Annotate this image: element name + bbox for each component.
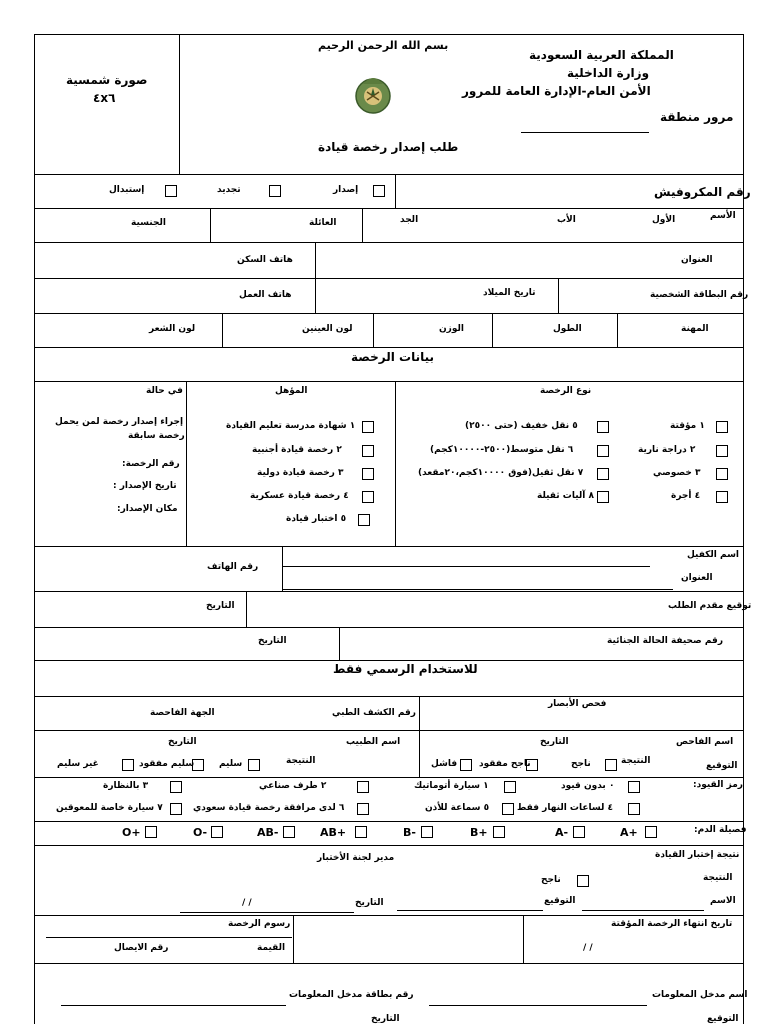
divider: [492, 313, 493, 347]
birth-date-label: تاريخ الميلاد: [483, 288, 536, 298]
kingdom-name: المملكة العربية السعودية: [529, 48, 674, 62]
committee-head-label: مدير لجنة الأختبار: [317, 853, 395, 863]
divider: [558, 278, 559, 313]
blood-type-checkbox[interactable]: [283, 826, 295, 838]
qualification-label: ٢ رخصة قيادة أجنبية: [252, 445, 342, 455]
divider: [362, 208, 363, 242]
pass-label: ناجح: [571, 759, 591, 769]
unhealthy-label: غير سليم: [57, 759, 99, 769]
divider: [34, 915, 744, 916]
examiner-name-label: اسم الفاحص: [676, 737, 734, 747]
applicant-date-label: التاريخ: [206, 601, 235, 611]
license-type-checkbox[interactable]: [597, 421, 609, 433]
divider: [34, 208, 744, 209]
form-title: طلب إصدار رخصة قيادة: [318, 140, 459, 154]
blood-type-checkbox[interactable]: [211, 826, 223, 838]
driving-date-label: التاريخ: [355, 898, 384, 908]
height-label: الطول: [553, 324, 582, 334]
data-entry-name-label: اسم مدخل المعلومات: [652, 990, 748, 1000]
examiner-signature-label: التوقيع: [706, 761, 738, 771]
divider: [34, 546, 744, 547]
restriction-checkbox[interactable]: [504, 781, 516, 793]
divider: [34, 242, 744, 243]
qualification-checkbox[interactable]: [362, 445, 374, 457]
hair-color-label: لون الشعر: [149, 324, 196, 334]
blood-type-text: B+: [470, 826, 488, 839]
restriction-label: ٣ بالنظارة: [103, 781, 149, 791]
divider: [395, 381, 396, 546]
restriction-label: ٦ لدى مرافقة رخصة قيادة سعودي: [193, 803, 345, 813]
license-type-header: نوع الرخصة: [540, 386, 592, 396]
restriction-label: ٠ بدون قيود: [561, 781, 615, 791]
data-entry-date-label: التاريخ: [371, 1014, 400, 1024]
father-name-label: الأب: [557, 215, 576, 225]
license-type-checkbox[interactable]: [716, 468, 728, 480]
replace-checkbox[interactable]: [165, 185, 177, 197]
divider: [34, 777, 744, 778]
divider: [34, 660, 744, 661]
fees-line: [46, 937, 292, 938]
license-type-checkbox[interactable]: [597, 445, 609, 457]
exam-authority-label: الجهة الفاحصة: [150, 708, 215, 718]
sponsor-address-label: العنوان: [681, 573, 713, 583]
divider: [315, 242, 316, 278]
license-type-label: ٣ خصوصي: [653, 468, 701, 478]
divider: [617, 313, 618, 347]
license-type-label: ٨ آليات ثقيلة: [537, 491, 594, 501]
divider: [419, 730, 420, 777]
issue-label: إصدار: [333, 185, 359, 195]
license-type-checkbox[interactable]: [716, 491, 728, 503]
first-name-label: الأول: [652, 215, 676, 225]
emblem-icon: [353, 70, 393, 116]
region-line[interactable]: [521, 132, 649, 133]
data-entry-card-label: رقم بطاقة مدخل المعلومات: [289, 990, 414, 1000]
fail-checkbox[interactable]: [460, 759, 472, 771]
divider: [34, 845, 744, 846]
qualification-label: ١ شهادة مدرسة تعليم القيادة: [226, 421, 356, 431]
temp-expiry-label: تاريخ انتهاء الرخصة المؤقتة: [611, 919, 733, 929]
pass-lost-label: ناجح مفقود: [479, 759, 531, 769]
blood-type-checkbox[interactable]: [145, 826, 157, 838]
qualification-label: ٣ رخصة قيادة دولية: [257, 468, 344, 478]
region-label: مرور منطقة: [660, 110, 734, 124]
photo-label: صورة شمسية: [66, 73, 148, 87]
restriction-checkbox[interactable]: [170, 781, 182, 793]
qualification-header: المؤهل: [275, 386, 308, 396]
divider: [179, 34, 180, 174]
eye-exam-label: فحص الأبصار: [548, 699, 607, 709]
form-frame: [34, 34, 744, 1024]
driving-name-line[interactable]: [582, 910, 704, 911]
medical-number-label: رقم الكشف الطبي: [332, 708, 416, 718]
data-entry-name-line[interactable]: [429, 1005, 647, 1006]
weight-label: الوزن: [439, 324, 464, 334]
driving-result-label: النتيجة: [703, 873, 733, 883]
driving-test-label: نتيجة إختبار القيادة: [655, 850, 740, 860]
restriction-label: ٥ سماعة للأذن: [425, 803, 490, 813]
license-type-label: ٢ دراجة نارية: [638, 445, 696, 455]
name-label: الأسم: [710, 211, 736, 221]
divider: [34, 696, 744, 697]
grandfather-name-label: الجد: [400, 215, 419, 225]
sponsor-address-line[interactable]: [283, 589, 673, 590]
blood-type-text: O+: [122, 826, 141, 839]
doctor-date-label: التاريخ: [168, 737, 197, 747]
occupation-label: المهنة: [681, 324, 709, 334]
license-type-checkbox[interactable]: [597, 468, 609, 480]
divider: [34, 730, 744, 731]
divider: [246, 591, 247, 627]
driving-signature-line[interactable]: [397, 910, 543, 911]
license-type-label: ٧ نقل ثقيل(فوق ١٠٠٠٠كجم،٢٠مقعد): [418, 468, 584, 478]
medical-result-label: النتيجة: [286, 756, 316, 766]
ministry-name: وزارة الداخلية: [567, 66, 650, 80]
divider: [282, 546, 283, 591]
temp-expiry-slashes: / /: [583, 943, 593, 953]
divider: [523, 915, 524, 963]
driving-pass-label: ناجح: [541, 875, 561, 885]
qualification-checkbox[interactable]: [362, 491, 374, 503]
license-type-label: ٤ أجرة: [671, 491, 701, 501]
directorate-name: الأمن العام-الإدارة العامة للمرور: [462, 84, 651, 98]
exam-date-label: التاريخ: [540, 737, 569, 747]
criminal-date-label: التاريخ: [258, 636, 287, 646]
divider: [339, 627, 340, 660]
case-issue-date: تاريخ الإصدار :: [113, 481, 177, 491]
photo-size: ٤x٦: [93, 91, 116, 105]
divider: [210, 208, 211, 242]
driving-date-slashes: / /: [242, 898, 252, 908]
divider: [34, 821, 744, 822]
criminal-record-label: رقم صحيفة الحالة الجنائية: [607, 636, 724, 646]
qualification-checkbox[interactable]: [358, 514, 370, 526]
license-type-checkbox[interactable]: [716, 445, 728, 457]
id-number-label: رقم البطاقة الشخصية: [650, 290, 749, 300]
restriction-checkbox[interactable]: [357, 781, 369, 793]
official-use-title: للاستخدام الرسمي فقط: [333, 662, 478, 676]
driving-pass-checkbox[interactable]: [577, 875, 589, 887]
driving-signature-label: التوقيع: [544, 896, 576, 906]
blood-type-text: AB-: [257, 826, 279, 839]
divider: [222, 313, 223, 347]
blood-type-text: A-: [555, 826, 569, 839]
restriction-label: ١ سيارة أتوماتيك: [414, 781, 489, 791]
fees-label: رسوم الرخصة: [228, 919, 291, 929]
qualification-checkbox[interactable]: [362, 421, 374, 433]
microfiche-label: رقم المكروفيش: [654, 185, 751, 199]
blood-type-label: فصيلة الدم:: [694, 825, 747, 835]
restriction-label: ٢ طرف صناعي: [259, 781, 327, 791]
license-type-checkbox[interactable]: [597, 491, 609, 503]
blood-type-text: AB+: [320, 826, 347, 839]
license-type-label: ٦ نقل متوسط(٢٥٠٠-١٠٠٠٠كجم): [430, 445, 574, 455]
work-phone-label: هاتف العمل: [239, 290, 292, 300]
replace-label: إستبدال: [109, 185, 145, 195]
receipt-label: رقم الايصال: [114, 943, 169, 953]
divider: [373, 313, 374, 347]
license-type-checkbox[interactable]: [716, 421, 728, 433]
blood-type-checkbox[interactable]: [493, 826, 505, 838]
restriction-checkbox[interactable]: [357, 803, 369, 815]
blood-type-text: O-: [193, 826, 208, 839]
driving-name-label: الاسم: [710, 896, 736, 906]
divider: [34, 174, 744, 175]
divider: [34, 381, 744, 382]
blood-type-checkbox[interactable]: [645, 826, 657, 838]
applicant-signature-label: توقيع مقدم الطلب: [668, 601, 752, 611]
eye-result-label: النتيجة: [621, 756, 651, 766]
data-entry-signature-label: التوقيع: [707, 1014, 739, 1024]
family-name-label: العائلة: [309, 218, 337, 228]
blood-type-checkbox[interactable]: [355, 826, 367, 838]
case-text-2: رخصة سابقة: [128, 431, 185, 441]
license-section-title: بيانات الرخصة: [351, 350, 434, 364]
divider: [315, 278, 316, 313]
divider: [34, 963, 744, 964]
restriction-label: ٤ لساعات النهار فقط: [517, 803, 614, 813]
fail-label: فاشل: [431, 759, 458, 769]
blood-type-text: A+: [620, 826, 638, 839]
case-text-1: إجراء إصدار رخصة لمن يحمل: [55, 417, 184, 427]
case-header: في حالة: [146, 386, 183, 396]
divider: [293, 915, 294, 963]
restrictions-label: رمز القيود:: [693, 780, 743, 790]
sponsor-name-line[interactable]: [283, 566, 650, 567]
blood-type-text: B-: [403, 826, 416, 839]
restriction-checkbox[interactable]: [502, 803, 514, 815]
case-issue-place: مكان الإصدار:: [117, 504, 178, 514]
pass-checkbox[interactable]: [605, 759, 617, 771]
data-entry-card-line[interactable]: [61, 1005, 286, 1006]
divider: [34, 347, 744, 348]
driving-date-line[interactable]: [180, 912, 354, 913]
healthy-checkbox[interactable]: [248, 759, 260, 771]
issue-checkbox[interactable]: [373, 185, 385, 197]
divider: [419, 696, 420, 730]
renew-label: تجديد: [217, 185, 241, 195]
divider: [186, 381, 187, 546]
healthy-lost-label: سليم مفقود: [139, 759, 195, 769]
qualification-label: ٥ اختبار قيادة: [286, 514, 347, 524]
qualification-label: ٤ رخصة قيادة عسكرية: [250, 491, 349, 501]
divider: [34, 591, 744, 592]
restriction-label: ٧ سيارة خاصة للمعوقين: [56, 803, 163, 813]
blood-type-checkbox[interactable]: [573, 826, 585, 838]
phone-label: رقم الهاتف: [207, 562, 259, 572]
restriction-checkbox[interactable]: [628, 781, 640, 793]
doctor-name-label: اسم الطبيب: [346, 737, 401, 747]
blood-type-checkbox[interactable]: [421, 826, 433, 838]
divider: [34, 278, 744, 279]
restriction-checkbox[interactable]: [170, 803, 182, 815]
eye-color-label: لون العينين: [302, 324, 353, 334]
fees-value-label: القيمة: [257, 943, 286, 953]
divider: [34, 627, 744, 628]
address-label: العنوان: [681, 255, 713, 265]
divider: [395, 174, 396, 208]
sponsor-name-label: اسم الكفيل: [687, 550, 740, 560]
license-type-label: ١ مؤقتة: [670, 421, 705, 431]
case-license-no: رقم الرخصة:: [122, 459, 180, 469]
unhealthy-checkbox[interactable]: [122, 759, 134, 771]
qualification-checkbox[interactable]: [362, 468, 374, 480]
basmala: بسم الله الرحمن الرحيم: [318, 39, 449, 52]
renew-checkbox[interactable]: [269, 185, 281, 197]
divider: [34, 313, 744, 314]
home-phone-label: هاتف السكن: [237, 255, 293, 265]
healthy-label: سليم: [219, 759, 243, 769]
nationality-label: الجنسية: [131, 218, 166, 228]
license-type-label: ٥ نقل خفيف (حتى ٢٥٠٠): [465, 421, 578, 431]
restriction-checkbox[interactable]: [628, 803, 640, 815]
